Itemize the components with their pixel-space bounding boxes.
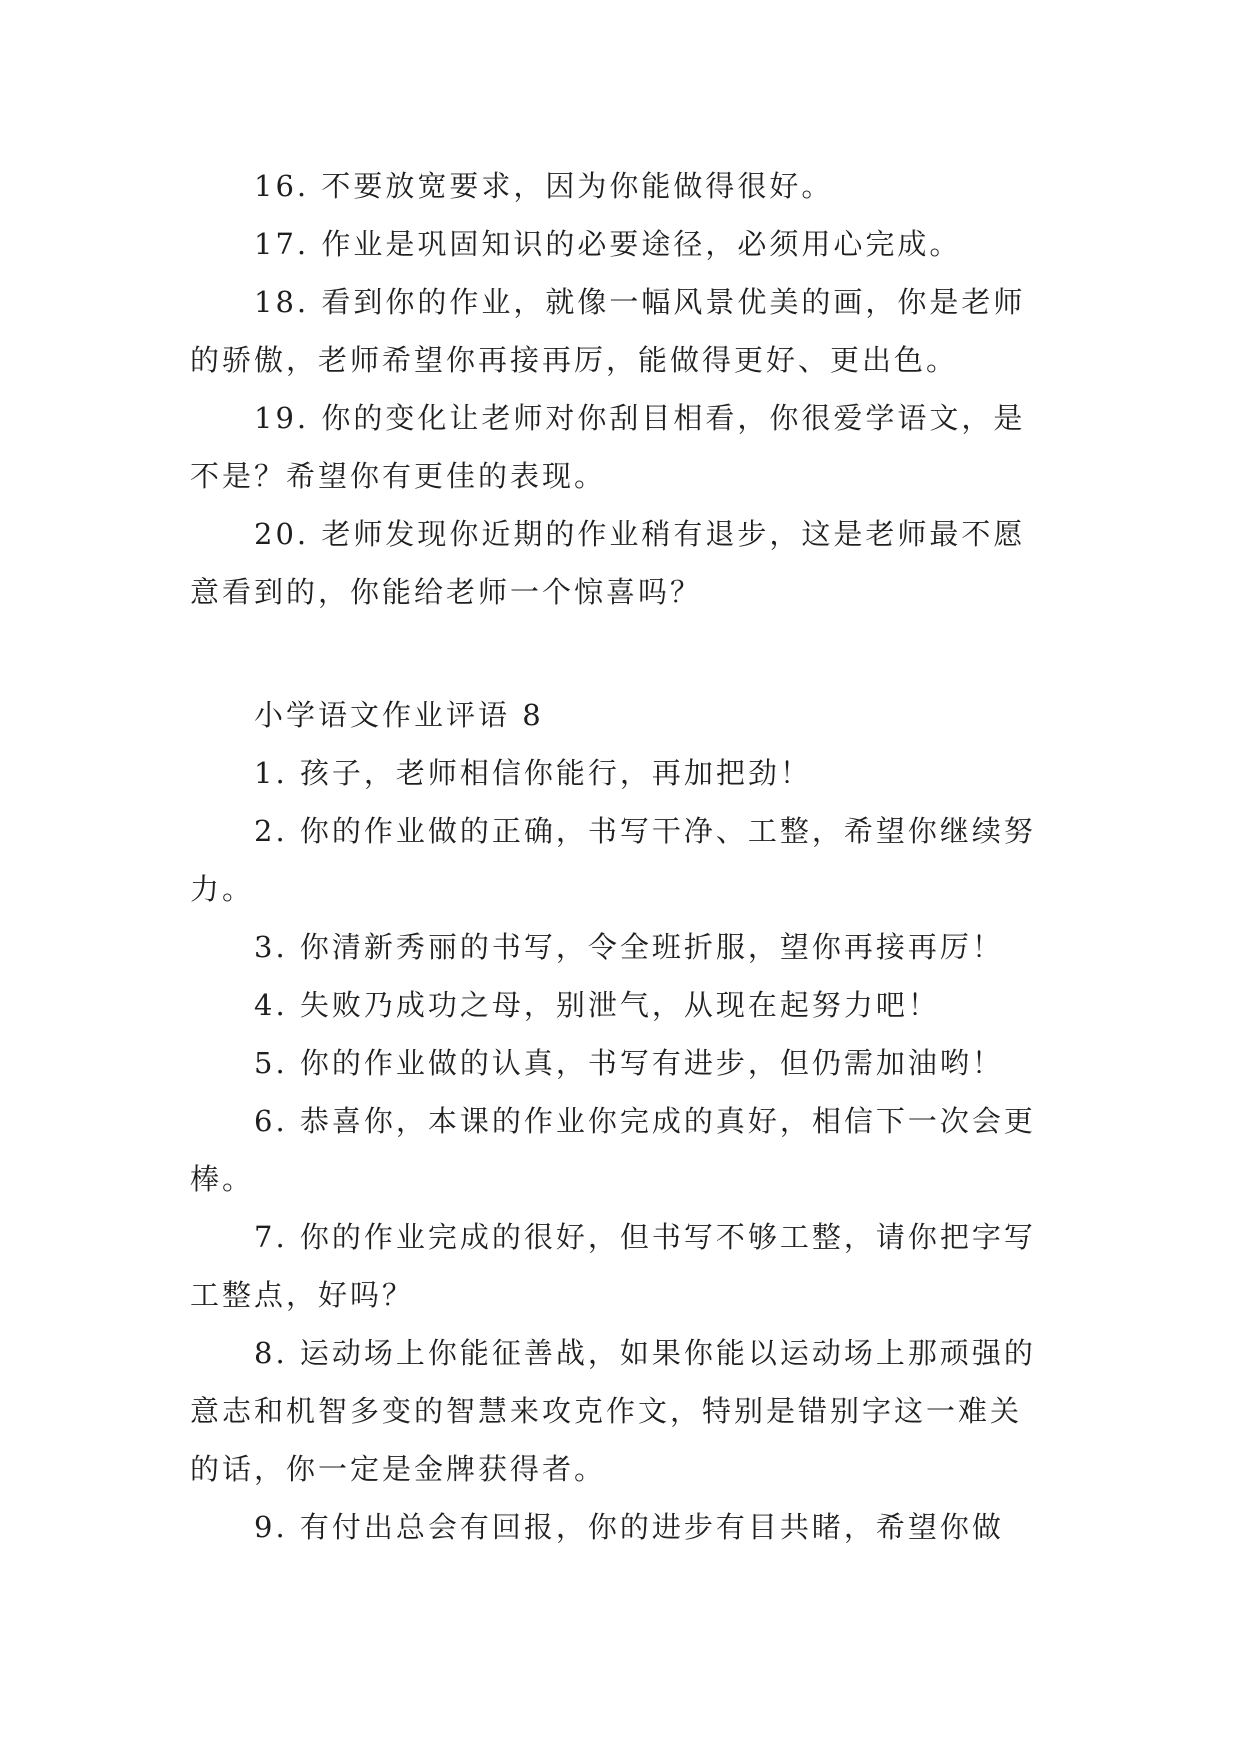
comment-item-19: 19. 你的变化让老师对你刮目相看，你很爱学语文，是不是？希望你有更佳的表现。	[190, 401, 1026, 493]
comment-item-4: 4. 失败乃成功之母，别泄气，从现在起努力吧！	[254, 988, 940, 1022]
comment-item-1: 1. 孩子，老师相信你能行，再加把劲！	[254, 756, 812, 790]
comment-item-18: 18. 看到你的作业，就像一幅风景优美的画，你是老师的骄傲，老师希望你再接再厉，能做得更好、更出色。	[190, 285, 1026, 377]
comment-item-8: 8. 运动场上你能征善战，如果你能以运动场上那顽强的意志和机智多变的智慧来攻克作文，特别是错别字这一难关的话，你一定是金牌获得者。	[190, 1336, 1036, 1486]
comment-section-8	[190, 686, 1050, 1556]
comment-item-2: 2. 你的作业做的正确，书写干净、工整，希望你继续努力。	[190, 814, 1036, 906]
comment-item-5: 5. 你的作业做的认真，书写有进步，但仍需加油哟！	[254, 1046, 1004, 1080]
section-heading: 小学语文作业评语 8	[254, 698, 544, 732]
comment-item-9: 9. 有付出总会有回报，你的进步有目共睹，希望你做	[254, 1510, 1004, 1544]
comment-item-3: 3. 你清新秀丽的书写，令全班折服，望你再接再厉！	[254, 930, 1004, 964]
comment-list-continued	[190, 157, 1050, 621]
comment-item-20: 20. 老师发现你近期的作业稍有退步，这是老师最不愿意看到的，你能给老师一个惊喜吗？	[190, 517, 1026, 609]
comment-item-16: 16. 不要放宽要求，因为你能做得很好。	[254, 169, 834, 203]
comment-item-6: 6. 恭喜你，本课的作业你完成的真好，相信下一次会更棒。	[190, 1104, 1036, 1196]
comment-item-17: 17. 作业是巩固知识的必要途径，必须用心完成。	[254, 227, 962, 261]
comment-item-7: 7. 你的作业完成的很好，但书写不够工整，请你把字写工整点，好吗？	[190, 1220, 1036, 1312]
